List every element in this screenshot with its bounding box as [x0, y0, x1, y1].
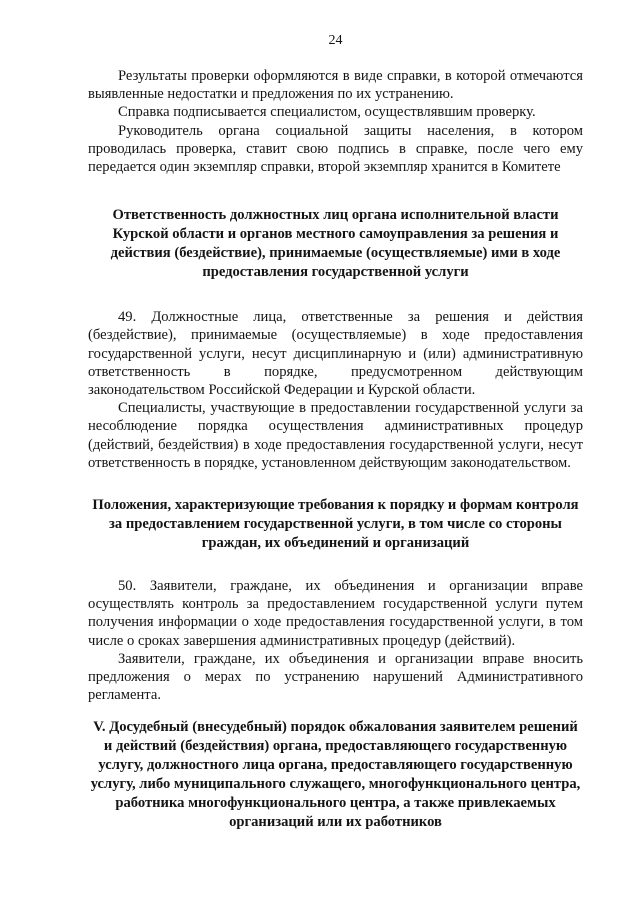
intro-paragraph-2: Справка подписывается специалистом, осуществлявшим проверку.	[118, 104, 536, 121]
section-heading-appeal: V. Досудебный (внесудебный) порядок обжалования заявителем решений и действий (бездействия) органа, предоставляющего государственную услугу, должностного лица органа, предоставляющего государственную услугу, либо муниципального служащего, многофункционального центра, работника многофункционального центра, а также привлекаемых организаций или их работников	[90, 719, 581, 831]
section-heading-responsibility: Ответственность должностных лиц органа исполнительной власти Курской области и органов местного самоуправления за решения и действия (бездействие), принимаемые (осуществляемые) ими в ходе предоставления государственной услуги	[110, 207, 561, 281]
intro-paragraph-3: Руководитель органа социальной защиты населения, в котором проводилась проверка, ставит свою подпись в справке, после чего ему передается один экземпляр справки, второй экземпляр хранится в Комитете	[88, 122, 583, 176]
paragraph-proposals: Заявители, граждане, их объединения и организации вправе вносить предложения о мерах по устранению нарушений Административного регламента.	[88, 650, 583, 704]
paragraph-specialists: Специалисты, участвующие в предоставлении государственной услуги за несоблюдение порядка осуществления административных процедур (действий, бездействия) в ходе предоставления государственной услуги, несут ответственность в порядке, установленном действующим законодательством.	[88, 400, 583, 471]
paragraph-49: 49. Должностные лица, ответственные за решения и действия (бездействие), принимаемые (осуществляемые) в ходе предоставления государственной услуги, несут дисциплинарную и (или) административную ответственность в порядке, предусмотренном действующим законодательством Российской Федерации и Курской области.	[88, 309, 583, 399]
paragraph-50: 50. Заявители, граждане, их объединения и организации вправе осуществлять контроль за предоставлением государственной услуги путем получения информации о ходе предоставления государственной услуги, в том числе о сроках завершения административных процедур (действий).	[88, 578, 583, 649]
section-heading-control: Положения, характеризующие требования к порядку и формам контроля за предоставлением государственной услуги, в том числе со стороны граждан, их объединений и организаций	[92, 497, 579, 552]
intro-paragraph-1: Результаты проверки оформляются в виде справки, в которой отмечаются выявленные недостатки и предложения по их устранению.	[88, 68, 583, 103]
page-number: 24	[328, 33, 343, 48]
